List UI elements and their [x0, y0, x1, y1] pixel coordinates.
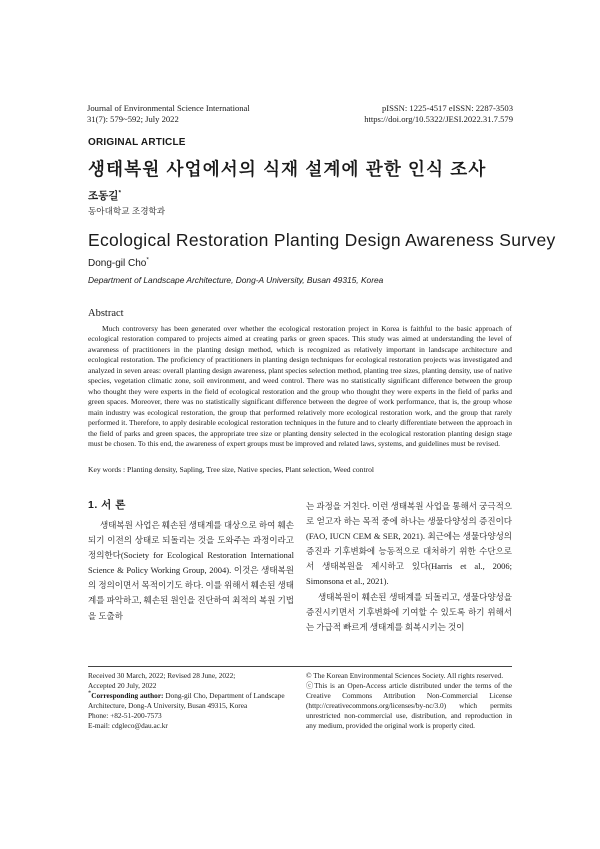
paragraph: 생태복원이 훼손된 생태계를 되돌리고, 생물다양성을 증진시키면서 기후변화에 기여할 수 있도록 하기 위해서는 가급적 빠르게 생태계를 회복시키는 것이 [306, 591, 512, 632]
journal-name: Journal of Environmental Science International [87, 103, 250, 113]
corresponding-mark: * [88, 689, 92, 697]
corresponding-author [88, 691, 293, 711]
license: ⓒThis is an Open-Access article distributed under the terms of the Creative Commons Attribution Non-Commercial License (http://creativecommons.org/licenses/by-nc/3.0) which permits unrestricted non-commercial use, distribution, and reproduction in any medium, provided the original work is properly cited. [306, 681, 512, 730]
keywords [88, 465, 512, 474]
footnote-right [306, 671, 512, 731]
affiliation-korean: 동아대학교 조경학과 [88, 206, 166, 216]
abstract-heading: Abstract [88, 308, 124, 319]
volume-pages: 31(7): 579~592; July 2022 [87, 114, 179, 124]
received-dates: Received 30 March, 2022; Revised 28 June, 2022; [88, 671, 236, 680]
author-english [88, 258, 149, 269]
doi-link[interactable]: https://doi.org/10.5322/JESI.2022.31.7.579 [364, 114, 513, 124]
title-english: Ecological Restoration Planting Design Awareness Survey [88, 230, 556, 250]
email-link[interactable]: E-mail: cdgleco@dau.ac.kr [88, 721, 168, 730]
author-korean [88, 188, 121, 203]
footnote-left [88, 671, 293, 731]
abstract-body: Much controversy has been generated over whether the ecological restoration project in Korea is faithful to the basic approach of ecological restoration compared to projects aimed at creating parks or green spaces. This study was aimed at understanding the level of awareness of practitioners in the planting design method, which is recognized as relatively important in landscape architecture and ecological restoration. The proficiency of practitioners in planting design techniques for ecological restoration projects was investigated and analyzed in seven areas: overall planting design awareness, plant species selection method, planting tree sizes, planting density, use of native species, vegetation climatic zone, soil environment, and weed control. There was no statistically significant difference between the group who thought they were experts in the field of ecological restoration and the group who thought they were experts in the field of parks and green spaces. Moreover, there was no statistically significant difference between the degree of work performance, that is, the group whose main industry was ecological restoration, the group that performed relatively more ecological restoration work, and the group that rarely performed it. Therefore, to apply desirable ecological restoration techniques in the future and to clearly differentiate between the approach in the field of parks and green spaces, the appropriate tree size or planting density selected in the ecological restoration planting design stage must be chosen. To this end, the awareness of expert groups must be improved and related laws, systems, and guidelines must be revised. [88, 324, 512, 448]
accepted-date: Accepted 20 July, 2022 [88, 681, 157, 690]
footnote-divider [88, 666, 512, 667]
section-heading: 1. 서 론 [88, 499, 126, 511]
phone: Phone: +82-51-200-7573 [88, 711, 162, 720]
keywords-label: Key words : [88, 465, 126, 474]
paragraph: 는 과정을 거친다. 이런 생태복원 사업을 통해서 궁극적으로 얻고자 하는 목적 중에 하나는 생물다양성의 증진이다(FAO, IUCN CEM & SER, 2021). 최근에는 생물다양성의 증진과 기후변화에 능동적으로 대처하기 위한 수단으로서 생태복원을 제시하고 있다(Harris et al., 2006; Simonsona et al., 2021). [306, 501, 512, 587]
author-english-name: Dong-gil Cho [88, 258, 147, 269]
keywords-text: Planting density, Sapling, Tree size, Native species, Plant selection, Weed control [127, 465, 375, 474]
affiliation-english: Department of Landscape Architecture, Dong-A University, Busan 49315, Korea [88, 275, 384, 285]
author-korean-name: 조동길 [88, 190, 119, 202]
corresponding-mark: * [146, 256, 149, 264]
issn: pISSN: 1225-4517 eISSN: 2287-3503 [381, 103, 513, 113]
copyright: © The Korean Environmental Sciences Society. All rights reserved. [306, 671, 504, 680]
journal-header-right [253, 103, 513, 125]
corresponding-label: Corresponding author: [91, 691, 164, 700]
body-column-left [88, 518, 294, 624]
article-type: ORIGINAL ARTICLE [88, 137, 186, 148]
paragraph: 생태복원 사업은 훼손된 생태계를 대상으로 하여 훼손되기 이전의 상태로 되돌리는 것을 도와주는 과정이라고 정의한다(Society for Ecological Restoration International Science & Policy Working Group, 2004). 이것은 생태복원의 정의이면서 목적이기도 하다. 이를 위해서 훼손된 생태계를 파악하고, 훼손된 원인을 진단하여 최적의 복원 기법을 도출하 [88, 520, 294, 621]
corresponding-mark: * [118, 189, 121, 197]
corresponding-text: Dong-gil Cho, Department of Landscape Architecture, Dong-A University, Busan 49315, Korea [88, 691, 285, 710]
body-column-right [306, 499, 512, 635]
title-korean: 생태복원 사업에서의 식재 설계에 관한 인식 조사 [88, 159, 487, 179]
